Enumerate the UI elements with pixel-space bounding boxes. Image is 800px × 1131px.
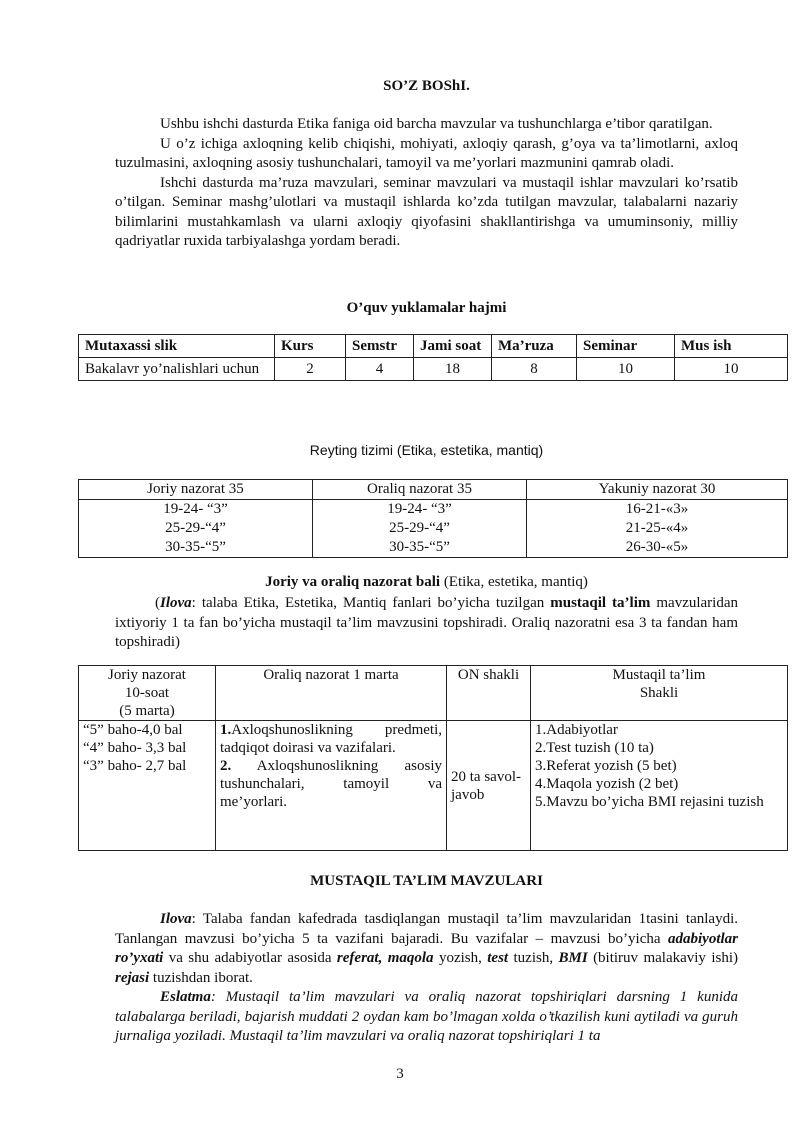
on-form-cell: 20 ta savol-javob — [447, 721, 531, 851]
rating-row — [79, 500, 788, 558]
text-run: tuzish, — [508, 950, 559, 966]
control-header-cell: Oraliq nazorat 1 marta — [216, 666, 447, 721]
control-heading-bold: Joriy va oraliq nazorat bali — [265, 574, 441, 590]
control-header-cell — [531, 666, 788, 721]
rating-cell — [527, 500, 788, 558]
bold-run: BMI — [558, 950, 588, 966]
topic-number: 1. — [220, 722, 232, 738]
eslatma-text: : Mustaqil ta’lim mavzulari va oraliq nazorat topshiriqlari darsning 1 kunida talabalarga beriladi, bajarish muddati 2 oydan kam bo’lmagan xolda o’tkazilish kuni aytiladi va guruh jurnaliga yoziladi. Mustaqil ta’lim mavzulari va oraliq nazorat topshiriqlari 1 ta — [115, 989, 738, 1044]
grade-line: “3” baho- 2,7 bal — [83, 758, 187, 774]
load-table-heading: O’quv yuklamalar hajmi — [346, 300, 507, 316]
midterm-topics-cell — [216, 721, 447, 851]
text-run: va shu adabiyotlar asosida — [163, 950, 337, 966]
intro-paragraph-3: Ishchi dasturda ma’ruza mavzulari, seminar mavzulari va mustaqil ishlar mavzulari ko’rsatib o’tilgan. Seminar mashg’ulotlari va mustaqil ishlarda ko’zda tutilgan mavzular, talabalarni nazariy bilimlarini mustahkamlash va ularni axloqiy qiyofasini shakllantirishga va umuminsoniy, milliy qadriyatlar ruxida tarbiyalashga yordam beradi. — [115, 174, 738, 249]
independent-cell — [531, 721, 788, 851]
control-table — [78, 665, 788, 851]
rating-value: 19-24- “3” — [387, 501, 452, 517]
grades-cell — [79, 721, 216, 851]
control-heading-rest: (Etika, estetika, mantiq) — [440, 574, 588, 590]
rating-value: 30-35-“5” — [165, 539, 226, 555]
load-cell: 10 — [675, 358, 788, 381]
control-header-line: (5 marta) — [119, 703, 175, 719]
load-cell: 8 — [492, 358, 577, 381]
control-note — [115, 594, 738, 653]
mustaqil-eslatma-paragraph — [115, 988, 738, 1047]
independent-item: 4.Maqola yozish (2 bet) — [535, 776, 679, 792]
load-header-cell: Kurs — [275, 335, 346, 358]
text-run: : Talaba fandan kafedrada tasdiqlangan mustaqil ta’lim mavzularidan 1tasini tanlaydi. Tanlangan mavzusi bo’yicha 5 ta vazifani bajaradi. Bu vazifalar – mavzusi bo’yicha — [115, 911, 738, 947]
bold-run: rejasi — [115, 969, 150, 986]
control-header-line: 10-soat — [124, 685, 170, 701]
load-header-cell: Mus ish — [675, 335, 788, 358]
load-table-row — [79, 358, 788, 381]
page-title: SO’Z BOShI. — [383, 78, 470, 94]
control-header-line: Joriy nazorat — [108, 667, 186, 683]
ilova-label: Ilova — [160, 911, 192, 927]
note-mid: : talaba Etika, Estetika, Mantiq fanlari bo’yicha tuzilgan — [191, 595, 551, 611]
load-header-cell: Mutaxassi slik — [79, 335, 275, 358]
eslatma-label: Eslatma — [160, 989, 211, 1005]
load-cell: 10 — [577, 358, 675, 381]
rating-value: 19-24- “3” — [163, 501, 228, 517]
note-open: ( — [155, 595, 160, 611]
rating-value: 25-29-“4” — [389, 520, 450, 536]
grade-line: “4” baho- 3,3 bal — [83, 740, 187, 756]
rating-value: 30-35-“5” — [389, 539, 450, 555]
rating-value: 16-21-«3» — [625, 501, 689, 517]
topic-text: Axloqshunoslikning predmeti, tadqiqot doirasi va vazifalari. — [220, 722, 442, 756]
rating-header-cell: Joriy nazorat 35 — [79, 480, 313, 500]
control-header-cell — [79, 666, 216, 721]
topic-text: Axloqshunoslikning asosiy tushunchalari, tamoyil va me’yorlari. — [220, 758, 442, 810]
page-number: 3 — [396, 1066, 404, 1082]
load-header-cell: Semstr — [346, 335, 414, 358]
rating-table-heading: Reyting tizimi (Etika, estetika, mantiq) — [309, 442, 544, 458]
control-header-line: Shakli — [639, 685, 679, 701]
load-header-cell: Jami soat — [414, 335, 492, 358]
rating-header-cell: Yakuniy nazorat 30 — [527, 480, 788, 500]
text-run: (bitiruv malakaviy ishi) — [587, 950, 738, 966]
mustaqil-heading: MUSTAQIL TA’LIM MAVZULARI — [310, 873, 543, 889]
rating-value: 25-29-“4” — [165, 520, 226, 536]
load-header-cell: Seminar — [577, 335, 675, 358]
grade-line: “5” baho-4,0 bal — [83, 722, 183, 738]
text-run: tuzishdan iborat. — [149, 969, 253, 986]
independent-item: 2.Test tuzish (10 ta) — [535, 740, 654, 756]
note-rest: mavzularidan ixtiyoriy 1 ta fan bo’yicha mustaqil ta’lim mavzusini topshiradi. Oraliq nazoratni esa 3 ta fandan ham topshiradi) — [115, 595, 738, 650]
rating-table — [78, 479, 788, 558]
text-run: yozish, — [433, 950, 488, 966]
load-cell: 2 — [275, 358, 346, 381]
control-header-line: Mustaqil ta’lim — [612, 667, 706, 683]
load-cell: 4 — [346, 358, 414, 381]
topic-number: 2. — [220, 758, 232, 774]
rating-value: 21-25-«4» — [625, 520, 689, 536]
rating-header-row — [79, 480, 788, 500]
intro-paragraph-2: U o’z ichiga axloqning kelib chiqishi, mohiyati, axloqiy qarash, g’oya va ta’limotlarni, axloq tuzulmasini, axloqning asosiy tushunchalari, tamoyil va me’yorlari mazmunini qamrab oladi. — [115, 135, 738, 171]
rating-header-cell: Oraliq nazorat 35 — [313, 480, 527, 500]
rating-value: 26-30-«5» — [625, 539, 689, 555]
independent-item: 3.Referat yozish (5 bet) — [535, 758, 677, 774]
load-header-cell: Ma’ruza — [492, 335, 577, 358]
intro-section — [115, 115, 738, 252]
note-bold: mustaqil ta’lim — [550, 595, 651, 611]
bold-run: adabiyotlar ro’yxati — [115, 930, 738, 966]
mustaqil-ilova-paragraph — [115, 910, 738, 988]
control-heading — [115, 574, 738, 591]
note-label: Ilova — [160, 595, 192, 611]
control-row — [79, 721, 788, 851]
rating-cell — [79, 500, 313, 558]
mustaqil-section — [115, 910, 738, 1047]
load-cell: Bakalavr yo’nalishlari uchun — [79, 358, 275, 381]
control-header-cell: ON shakli — [447, 666, 531, 721]
load-cell: 18 — [414, 358, 492, 381]
load-table — [78, 334, 788, 381]
bold-run: test — [487, 950, 509, 966]
independent-item: 1.Adabiyotlar — [535, 722, 618, 738]
bold-run: referat, maqola — [336, 950, 434, 966]
load-table-header-row — [79, 335, 788, 358]
rating-cell — [313, 500, 527, 558]
independent-item: 5.Mavzu bo’yicha BMI rejasini tuzish — [535, 794, 764, 810]
intro-paragraph-1: Ushbu ishchi dasturda Etika faniga oid barcha mavzular va tushunchlarga e’tibor qaratilgan. — [160, 116, 713, 132]
control-header-row — [79, 666, 788, 721]
